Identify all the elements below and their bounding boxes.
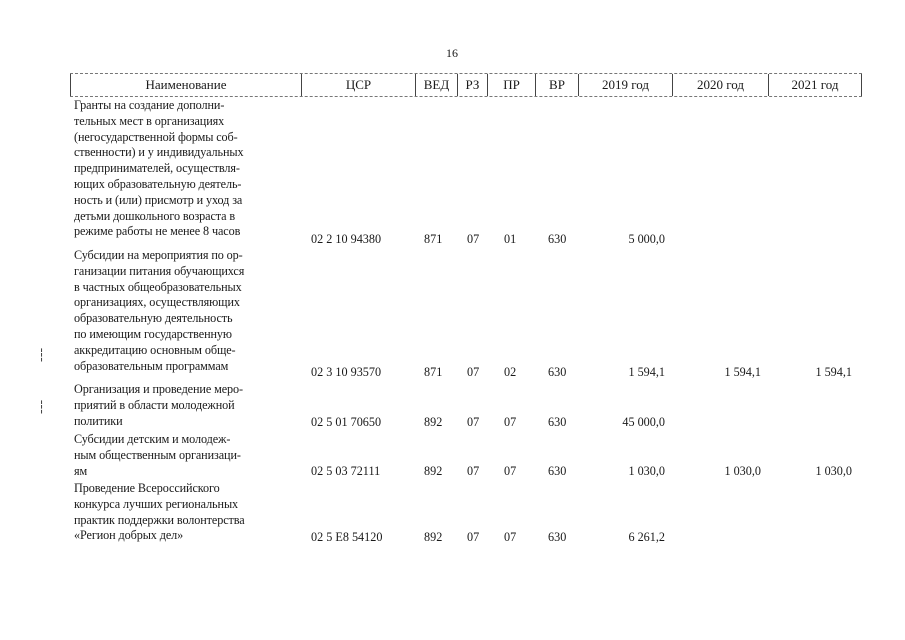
row-name — [74, 382, 294, 429]
header-2019: 2019 год — [578, 74, 672, 96]
row-2020: 1 594,1 — [724, 365, 761, 379]
row-name — [74, 481, 294, 544]
margin-mark: ┆ — [38, 400, 46, 414]
row-rz: 07 — [467, 365, 480, 379]
row-ved: 892 — [424, 464, 443, 478]
name-line: организациях, осуществляющих — [74, 295, 240, 310]
row-rz: 07 — [467, 232, 480, 246]
row-vr: 630 — [548, 232, 567, 246]
row-vr: 630 — [548, 530, 567, 544]
name-line: ность и (или) присмотр и уход за — [74, 192, 243, 207]
header-2020: 2020 год — [672, 74, 768, 96]
row-2019: 1 030,0 — [628, 464, 665, 478]
row-rz: 07 — [467, 464, 480, 478]
name-line: приятий в области молодежной — [74, 397, 235, 412]
margin-mark: ┆ — [38, 348, 46, 362]
name-line: Субсидии детским и молодеж- — [74, 432, 231, 446]
header-rz: РЗ — [457, 74, 487, 96]
row-ved: 892 — [424, 530, 443, 544]
name-line: режиме работы не менее 8 часов — [74, 224, 241, 239]
name-line: по имеющим государственную — [74, 326, 232, 341]
header-pr: ПР — [487, 74, 535, 96]
row-pr: 01 — [504, 232, 517, 246]
row-pr: 02 — [504, 365, 517, 379]
header-vr: ВР — [535, 74, 578, 96]
row-vr: 630 — [548, 415, 567, 429]
header-name: Наименование — [70, 74, 301, 96]
name-line: Гранты на создание дополни- — [74, 98, 225, 112]
row-pr: 07 — [504, 464, 517, 478]
name-line: ям — [74, 463, 88, 478]
name-line: ющих образовательную деятель- — [74, 176, 242, 191]
name-line: ственности) и у индивидуальных — [74, 145, 244, 160]
row-csr: 02 5 01 70650 — [311, 415, 382, 429]
name-line: Проведение Всероссийского — [74, 481, 220, 495]
row-2019: 45 000,0 — [622, 415, 665, 429]
name-line: в частных общеобразовательных — [74, 279, 242, 294]
name-line: предпринимателей, осуществля- — [74, 161, 240, 176]
header-csr: ЦСР — [301, 74, 415, 96]
row-csr: 02 5 03 72111 — [311, 464, 381, 478]
name-line: аккредитацию основным обще- — [74, 342, 236, 357]
row-csr: 02 5 E8 54120 — [311, 530, 383, 544]
row-name — [74, 432, 294, 479]
row-ved: 871 — [424, 232, 443, 246]
name-line: ным общественным организаци- — [74, 447, 241, 462]
name-line: Организация и проведение меро- — [74, 382, 243, 396]
name-line: политики — [74, 413, 123, 428]
row-ved: 871 — [424, 365, 443, 379]
name-line: (негосударственной формы соб- — [74, 129, 238, 144]
row-2021: 1 030,0 — [815, 464, 852, 478]
name-line: детьми дошкольного возраста в — [74, 208, 236, 223]
row-2019: 5 000,0 — [628, 232, 665, 246]
name-line: ганизации питания обучающихся — [74, 263, 245, 278]
name-line: конкурса лучших региональных — [74, 496, 239, 511]
row-pr: 07 — [504, 530, 517, 544]
row-2019: 1 594,1 — [628, 365, 665, 379]
name-line: практик поддержки волонтерства — [74, 512, 245, 527]
name-line: Субсидии на мероприятия по ор- — [74, 248, 243, 262]
header-ved: ВЕД — [415, 74, 457, 96]
row-ved: 892 — [424, 415, 443, 429]
page-number: 16 — [446, 46, 458, 60]
row-name — [74, 248, 294, 374]
name-line: образовательным программам — [74, 358, 229, 373]
row-csr: 02 2 10 94380 — [311, 232, 382, 246]
row-rz: 07 — [467, 530, 480, 544]
row-csr: 02 3 10 93570 — [311, 365, 382, 379]
name-line: тельных мест в организациях — [74, 113, 225, 128]
row-vr: 630 — [548, 365, 567, 379]
row-2019: 6 261,2 — [628, 530, 665, 544]
name-line: образовательную деятельность — [74, 311, 233, 326]
row-name — [74, 98, 294, 240]
header-2021: 2021 год — [768, 74, 862, 96]
row-2021: 1 594,1 — [815, 365, 852, 379]
name-line: «Регион добрых дел» — [74, 528, 184, 543]
row-vr: 630 — [548, 464, 567, 478]
row-2020: 1 030,0 — [724, 464, 761, 478]
row-pr: 07 — [504, 415, 517, 429]
table-header — [70, 73, 862, 97]
row-rz: 07 — [467, 415, 480, 429]
